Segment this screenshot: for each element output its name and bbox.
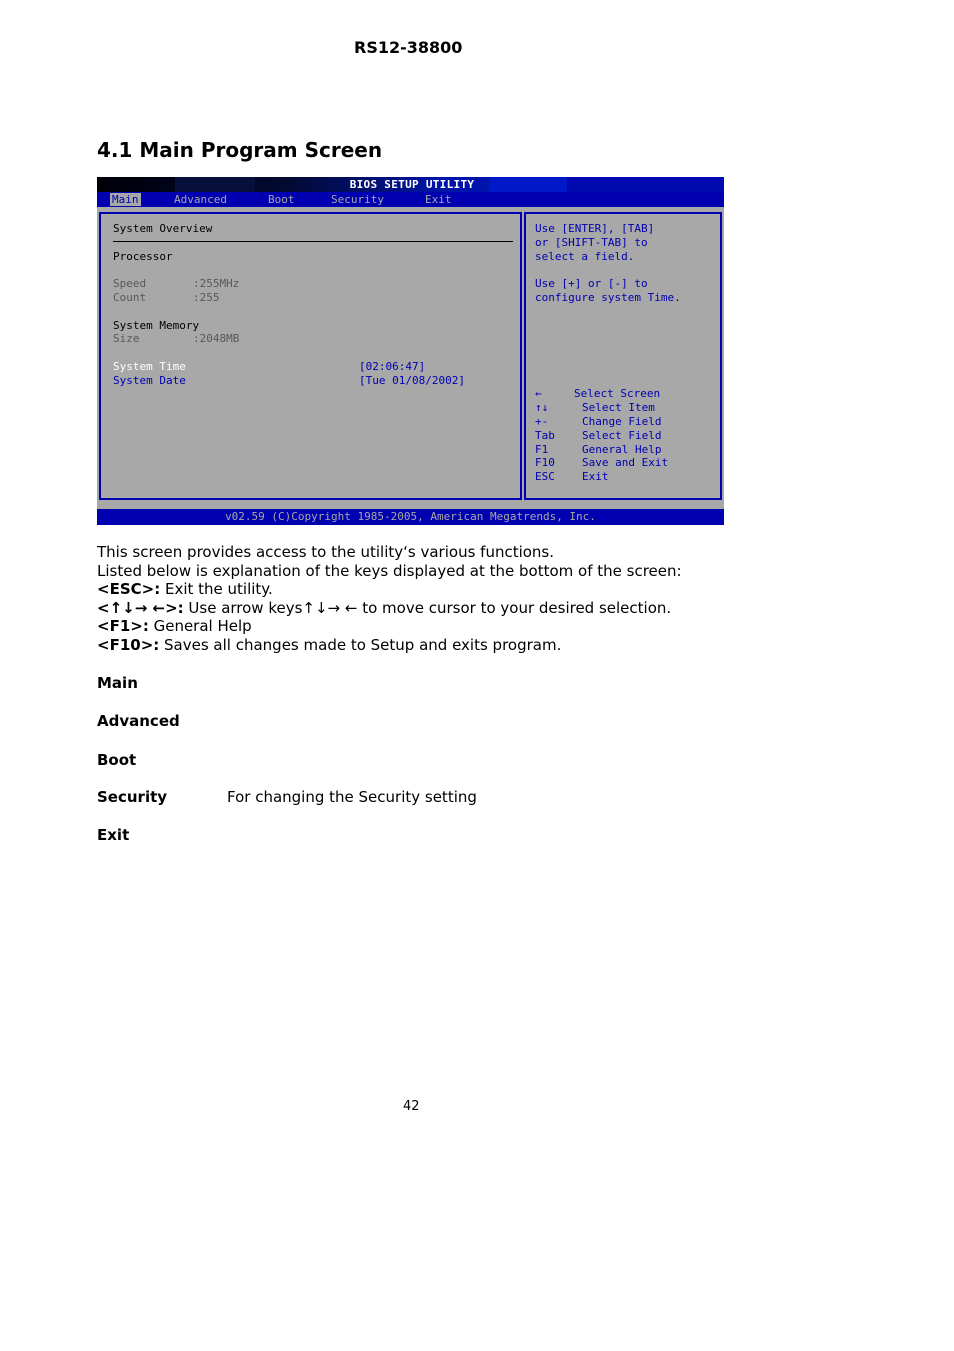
key-desc: Select Field [582, 429, 662, 442]
key-tab: Tab [535, 429, 555, 442]
help-text-line: select a field. [535, 250, 635, 263]
key-desc: Exit [582, 470, 609, 483]
overview-divider [113, 241, 513, 242]
bios-title: BIOS SETUP UTILITY [349, 178, 475, 191]
count-label: Count [113, 291, 147, 304]
key-desc: General Help [582, 443, 662, 456]
speed-value: :255MHz [193, 277, 240, 290]
document-header: RS12-38800 [354, 38, 463, 57]
system-date-value[interactable]: [Tue 01/08/2002] [359, 374, 465, 387]
bios-tab-main[interactable]: Main [112, 193, 139, 206]
bios-copyright-footer: v02.59 (C)Copyright 1985-2005, American Megatrends, Inc. [97, 509, 724, 525]
size-value: :2048MB [193, 332, 240, 345]
key-term: <F1>: [97, 617, 149, 635]
key-esc: ESC [535, 470, 555, 483]
key-description: Use arrow keys↑↓→ ← to move cursor to your desired selection. [183, 598, 672, 617]
system-time-label[interactable]: System Time [113, 360, 186, 373]
key-explanation-f1 [97, 617, 837, 636]
menu-item-boot-label: Boot [97, 751, 137, 769]
description-text [97, 543, 837, 654]
system-date-label[interactable]: System Date [113, 374, 186, 387]
section-title: 4.1 Main Program Screen [97, 138, 383, 162]
menu-item-exit-label: Exit [97, 826, 130, 844]
key-description: Saves all changes made to Setup and exits program. [159, 635, 562, 654]
size-label: Size [113, 332, 140, 345]
menu-item-advanced-label: Advanced [97, 712, 180, 730]
system-overview-heading: System Overview [113, 222, 213, 235]
menu-item-security-label: Security [97, 788, 168, 806]
system-memory-heading: System Memory [113, 319, 200, 332]
help-text-line: or [SHIFT-TAB] to [535, 236, 648, 249]
page-number: 42 [403, 1099, 420, 1114]
bios-tab-boot[interactable]: Boot [268, 193, 295, 206]
bios-tab-security[interactable]: Security [331, 193, 384, 206]
bios-help-panel [524, 212, 722, 500]
bios-tab-advanced[interactable]: Advanced [174, 193, 227, 206]
key-plus-minus: +- [535, 415, 549, 428]
bios-tab-exit[interactable]: Exit [425, 193, 452, 206]
help-text-line: Use [ENTER], [TAB] [535, 222, 655, 235]
key-term: <↑↓→ ←>: [97, 598, 184, 617]
intro-line: This screen provides access to the utility‘s various functions. [97, 543, 555, 561]
key-f1: F1 [535, 443, 549, 456]
system-time-value[interactable]: [02:06:47] [359, 360, 426, 373]
key-explanation-arrows [97, 599, 837, 618]
bios-screenshot [97, 177, 724, 525]
key-desc: Select Item [582, 401, 655, 414]
key-desc: Change Field [582, 415, 662, 428]
speed-label: Speed [113, 277, 147, 290]
help-text-line: Use [+] or [-] to [535, 277, 648, 290]
key-explanation-f10 [97, 636, 837, 655]
count-value: :255 [193, 291, 220, 304]
key-description: General Help [148, 617, 252, 635]
key-desc: Select Screen [574, 387, 661, 400]
processor-heading: Processor [113, 250, 173, 263]
key-desc: Save and Exit [582, 456, 669, 469]
intro-line: Listed below is explanation of the keys displayed at the bottom of the screen: [97, 561, 682, 580]
bios-main-panel [99, 212, 522, 500]
menu-item-main-label: Main [97, 674, 138, 692]
key-up-down-arrows: ↑↓ [535, 401, 549, 414]
bios-menu-bar [97, 192, 724, 207]
key-term: <ESC>: [97, 580, 161, 598]
menu-item-security-desc: For changing the Security setting [227, 788, 477, 806]
key-term: <F10>: [97, 635, 160, 654]
key-description: Exit the utility. [160, 580, 273, 598]
help-text-line: configure system Time. [535, 291, 681, 304]
bios-title-bar [97, 177, 724, 192]
key-explanation-esc [97, 580, 837, 599]
key-left-arrow: ← [535, 387, 542, 400]
key-f10: F10 [535, 456, 555, 469]
